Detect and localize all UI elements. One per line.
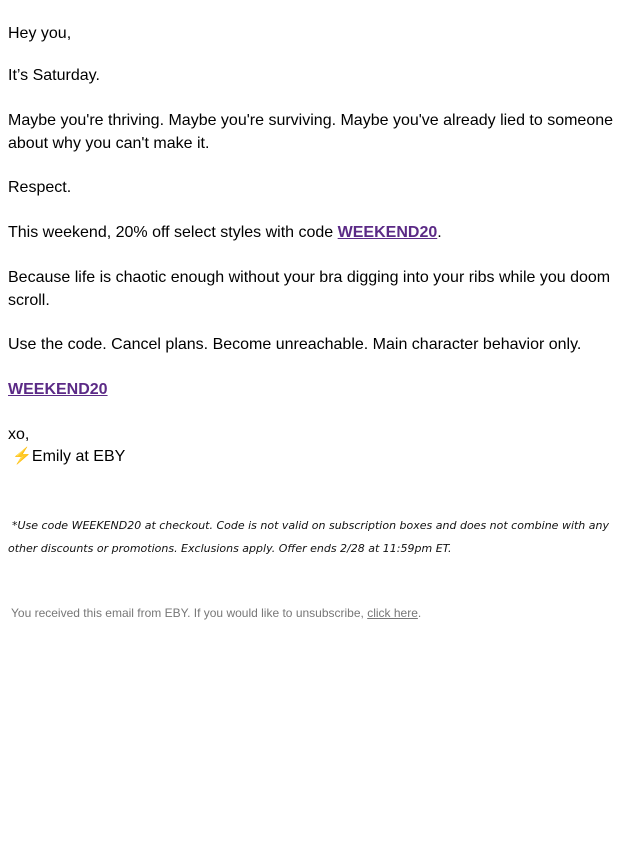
- offer-paragraph: [8, 222, 620, 245]
- chaos-paragraph: Because life is chaotic enough without your bra digging into your ribs while you doom scroll.: [8, 269, 611, 309]
- greeting: Hey you,: [8, 25, 72, 42]
- offer-suffix: .: [437, 224, 442, 241]
- footer-suffix: .: [417, 606, 422, 620]
- fine-print: *Use code WEEKEND20 at checkout. Code is not valid on subscription boxes and does not combine with any other discounts or promotions. Exclusions apply. Offer ends 2/28 at 11:59pm ET.: [8, 519, 610, 555]
- footer-text: You received this email from EBY. If you would like to unsubscribe,: [11, 606, 368, 620]
- offer-code-link[interactable]: WEEKEND20: [337, 224, 438, 241]
- day-line: It’s Saturday.: [8, 67, 100, 84]
- offer-prefix: This weekend, 20% off select styles with code: [8, 224, 338, 241]
- unsubscribe-link[interactable]: click here: [367, 606, 418, 620]
- respect-line: Respect.: [8, 179, 72, 196]
- thriving-paragraph: Maybe you're thriving. Maybe you're surviving. Maybe you've already lied to someone about why you can't make it.: [8, 112, 614, 152]
- signature: ⚡Emily at EBY: [12, 448, 126, 465]
- signoff-xo: xo,: [8, 426, 30, 443]
- weekend20-link[interactable]: WEEKEND20: [8, 381, 108, 398]
- code-link-paragraph: [8, 379, 620, 402]
- cta-paragraph: Use the code. Cancel plans. Become unreachable. Main character behavior only.: [8, 336, 582, 353]
- footer: [11, 605, 623, 621]
